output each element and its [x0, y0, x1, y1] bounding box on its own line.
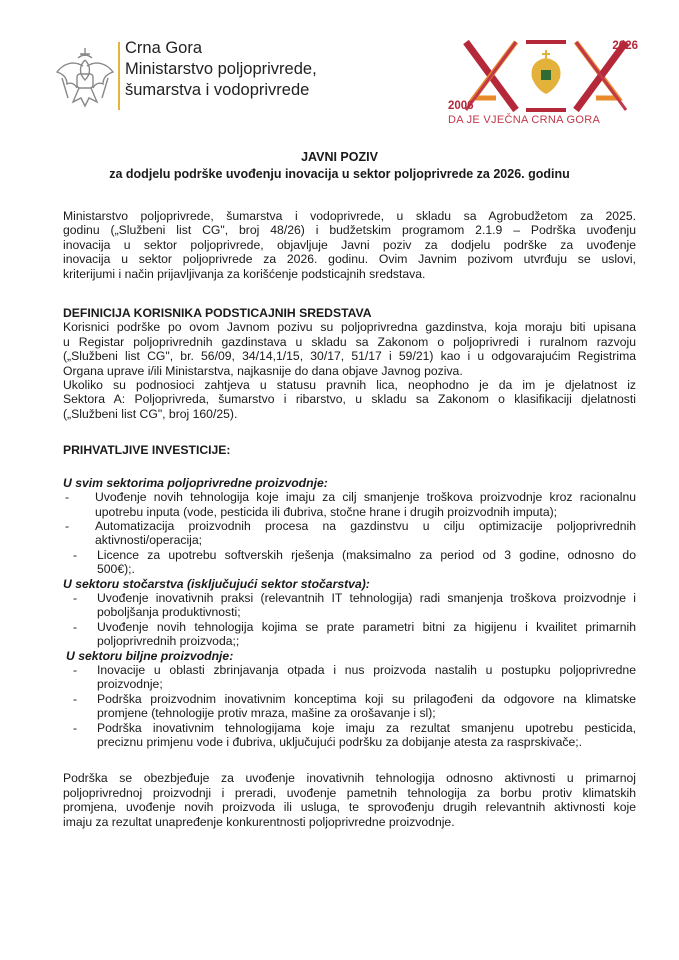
text-line: Ministarstvo poljoprivrede, šumarstva i vodoprivrede, u skladu sa Agrobudžetom za 2025.	[63, 209, 636, 223]
list-item	[63, 663, 636, 692]
coat-of-arms-icon	[532, 50, 561, 94]
dash-bullet-icon: -	[73, 590, 78, 605]
dash-bullet-icon: -	[73, 691, 78, 706]
dash-bullet-icon: -	[73, 547, 78, 562]
text-line: Podrška inovativnim tehnologijama koje imaju za rezultat smanjenu upotrebu pesticida,	[97, 720, 636, 735]
text-line: proizvodnje;	[97, 677, 163, 692]
text-line: („Službeni list CG", broj 160/25).	[63, 406, 238, 421]
text-line: inovacija u sektor poljoprivrede, objavljuje Javni poziv za dodjelu podrške za uvođenje	[63, 237, 636, 252]
list-item-text	[95, 519, 636, 548]
text-line: promjene (tehnologije protiv mraza, mašine za orošavanje i sl);	[97, 706, 436, 721]
coat-of-arms-logo	[56, 44, 114, 112]
ministry-name-line1: Ministarstvo poljoprivrede,	[125, 60, 317, 78]
document-subtitle: za dodjelu podrške uvođenju inovacija u sektor poljoprivrede za 2026. godinu	[109, 167, 570, 181]
text-line: promjena, uvođenje novih proizvoda ili usluga, te sprovođenju drugih relevantnih aktivnosti koje	[63, 800, 636, 815]
section-title: U sektoru stočarstva (isključujući sektor stočarstva)	[63, 576, 366, 591]
list-item-text	[97, 591, 636, 620]
text-line: poljoprivrednih proizvoda;;	[97, 634, 240, 649]
text-line: aktivnosti/operacija;	[95, 533, 203, 548]
investment-section-heading: U sektoru biljne proizvodnje:	[66, 648, 234, 663]
dash-bullet-icon: -	[65, 518, 70, 533]
jubilee-year-end: 2026	[612, 40, 638, 52]
header-divider	[118, 42, 120, 110]
dash-bullet-icon: -	[73, 619, 78, 634]
text-line: godinu („Službeni list CG", broj 48/26) i budžetskim programom 2.1.9 – Podrška uvođenju	[63, 223, 636, 238]
list-item-text	[97, 721, 636, 750]
legal-entity-paragraph	[63, 378, 636, 421]
investment-section-heading: U svim sektorima poljoprivredne proizvodnje:	[63, 475, 328, 490]
text-line: Inovacije u oblasti zbrinjavanja otpada i nus proizvoda nastalih u postupku poljoprivredne	[97, 662, 636, 677]
document-body	[63, 209, 636, 829]
text-line: Organa uprave i/ili Ministarstva, najkasnije do dana objave Javnog poziva.	[63, 363, 463, 378]
list-item-text	[97, 692, 636, 721]
document-title: JAVNI POZIV	[301, 150, 378, 164]
text-line: preciznu primjenu vode i đubriva, uključujući podršku za dobijanje atesta za rasprskivače;.	[97, 735, 583, 749]
dash-bullet-icon: -	[73, 720, 78, 735]
text-line: Sektora A: Poljoprivreda, šumarstvo i ribarstvo, u skladu sa Zakonom o klasifikaciji djelatnosti	[63, 392, 636, 407]
investments-heading: PRIHVATLJIVE INVESTICIJE:	[63, 443, 231, 458]
section-title: U sektoru biljne proizvodnje	[66, 648, 230, 663]
text-line: Uvođenje inovativnih praksi (relevantnih IT tehnologija) radi smanjenja troškova proizvodnje i	[97, 590, 636, 605]
text-line: Licence za upotrebu softverskih rješenja (maksimalno za period od 3 godine, odnosno do	[97, 547, 636, 562]
text-line: inovacija u sektor poljoprivrede za 2026. godinu. Ovim Javnim pozivom utvrđuju se uslovi,	[63, 252, 636, 267]
text-line: Uvođenje novih tehnologija koje imaju za cilj smanjenje troškova proizvodnje kroz racionalnu	[95, 490, 636, 505]
ministry-header	[125, 38, 317, 101]
list-item	[63, 721, 636, 750]
dash-bullet-icon: -	[65, 490, 70, 505]
text-line: 500€);.	[97, 562, 135, 577]
text-line: Ukoliko su podnosioci zahtjeva u statusu pravnih lica, neophodno je da im je djelatnost iz	[63, 378, 636, 393]
closing-paragraph	[63, 771, 636, 829]
list-item	[63, 490, 636, 519]
section-title: U svim sektorima poljoprivredne proizvodnje	[63, 475, 324, 490]
text-line: Podrška se obezbjeđuje za uvođenje inovativnih tehnologija odnosno aktivnosti u primarnoj	[63, 771, 636, 786]
text-line: upotrebu inputa (vode, pesticida ili đubriva, stočne hrane i drugih proizvodnih imputa);	[95, 504, 558, 519]
text-line: Korisnici podrške po ovom Javnom pozivu su poljoprivredna gazdinstva, koja moraju biti upisana	[63, 320, 636, 335]
definition-heading: DEFINICIJA KORISNIKA PODSTICAJNIH SREDSTAVA	[63, 306, 372, 321]
list-item	[63, 692, 636, 721]
text-line: Uvođenje novih tehnologija kojima se prate parametri bitni za higijenu i kvailitet primarnih	[97, 619, 636, 634]
list-item-text	[97, 548, 636, 577]
intro-paragraph	[63, 209, 636, 281]
investment-section-heading: U sektoru stočarstva (isključujući sektor stočarstva):	[63, 576, 370, 591]
list-item-text	[97, 663, 636, 692]
list-item-text	[95, 490, 636, 519]
list-item-text	[97, 620, 636, 649]
text-line: poljoprivrednoj proizvodnji i preradi, uvođenje pametnih tehnologija za borbu protiv klimatskih	[63, 785, 636, 800]
text-line: poboljšanja produktivnosti;	[97, 605, 241, 620]
text-line: kriterijumi i način prijavljivanja za korišćenje podsticajnih sredstava.	[63, 266, 426, 281]
definition-paragraph	[63, 320, 636, 378]
list-item	[63, 519, 636, 548]
country-name: Crna Gora	[125, 39, 203, 57]
text-line: imaju za rezultat unapređenje konkurentnosti poljoprivredne proizvodnje.	[63, 814, 455, 829]
text-line: Podrška proizvodnim inovativnim konceptima koji su prilagođeni da odgovore na klimatske	[97, 691, 636, 706]
jubilee-motto: DA JE VJEČNA CRNA GORA	[448, 114, 601, 126]
text-line: („Službeni list CG", br. 56/09, 34/14,1/15, 30/17, 51/17 i 59/21) kao i u odgovarajućim Registrima	[63, 349, 636, 364]
list-item	[63, 591, 636, 620]
text-line: Automatizacija proizvodnih procesa na gazdinstvu u cilju optimizacije poljoprivrednih	[95, 518, 636, 533]
text-line: u Registar poljoprivrednih gazdinstava u skladu sa Zakonom o poljoprivredi i ruralnom razvoju	[63, 334, 636, 349]
dash-bullet-icon: -	[73, 662, 78, 677]
list-item	[63, 548, 636, 577]
ministry-name-line2: šumarstva i vodoprivrede	[125, 81, 310, 99]
list-item	[63, 620, 636, 649]
jubilee-logo	[446, 36, 646, 126]
jubilee-year-start: 2006	[448, 100, 474, 112]
